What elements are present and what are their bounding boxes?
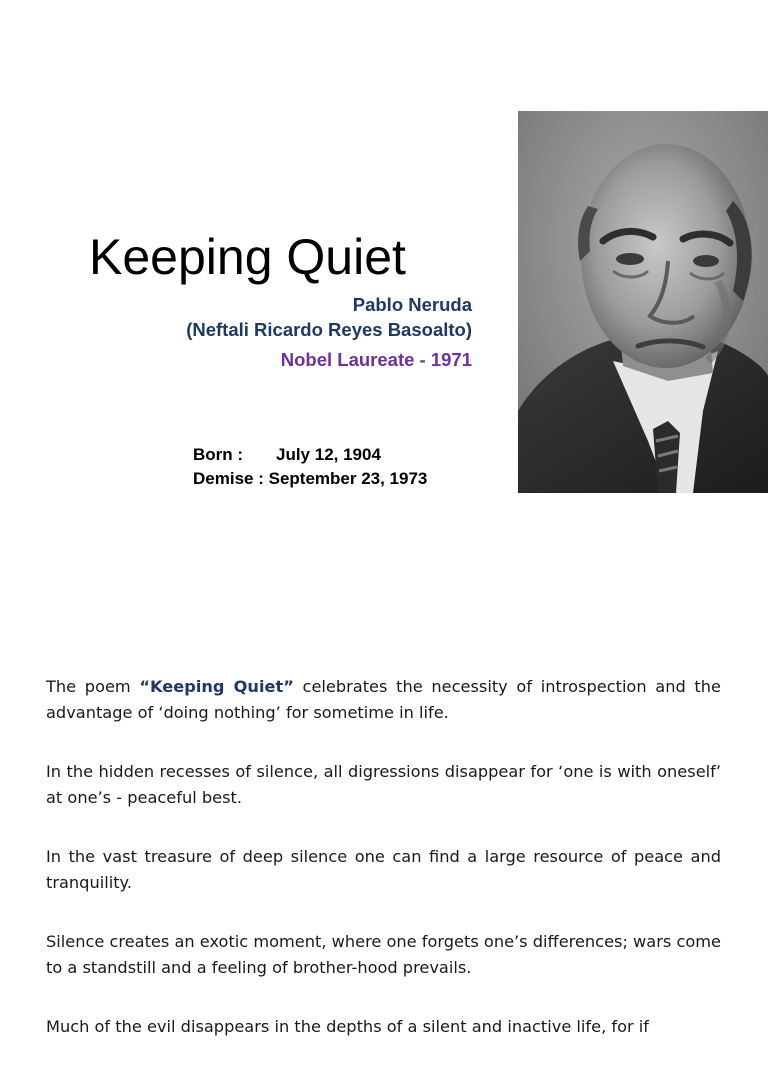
nobel-award: Nobel Laureate - 1971 [280,349,472,370]
poem-title-emphasis: “Keeping Quiet” [139,677,294,696]
author-real-name: (Neftali Ricardo Reyes Basoalto) [186,319,472,340]
paragraph-treasure: In the vast treasure of deep silence one can find a large resource of peace and tranquility. [46,847,721,892]
demise-label: Demise : [193,469,264,488]
born-row [193,443,427,467]
born-label: Born : [193,445,244,464]
summary-text [46,674,721,1073]
life-dates [193,443,427,491]
author-portrait [518,111,768,493]
paragraph-intro [46,674,721,726]
born-value: July 12, 1904 [276,445,381,464]
portrait-photo [518,111,768,493]
paragraph-intro-before: The poem [46,677,140,696]
paragraph-intro-after: celebrates the necessity of introspection and the advantage of ‘doing nothing’ for sometime in life. [46,677,721,722]
paragraph-exotic-moment: Silence creates an exotic moment, where one forgets one’s differences; wars come to a standstill and a feeling of brother-hood prevails. [46,932,721,977]
author-name: Pablo Neruda [352,294,472,315]
slide-title: Keeping Quiet [89,229,406,285]
demise-value: September 23, 1973 [268,469,428,488]
demise-row [193,467,427,491]
paragraph-evil: Much of the evil disappears in the depths of a silent and inactive life, for if [46,1017,649,1036]
paragraph-silence: In the hidden recesses of silence, all digressions disappear for ‘one is with oneself’ at one’s - peaceful best. [46,762,721,807]
